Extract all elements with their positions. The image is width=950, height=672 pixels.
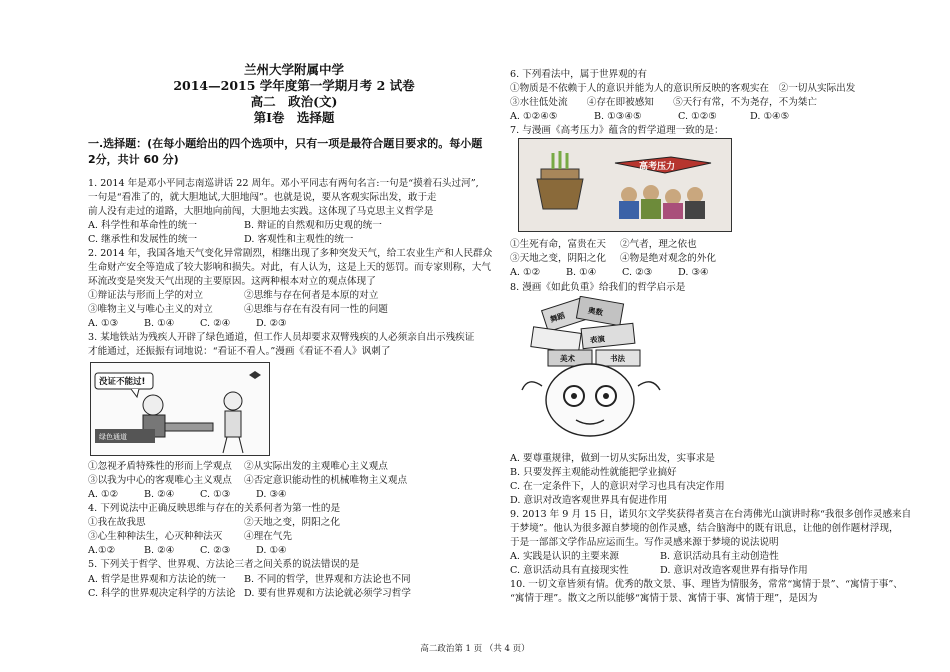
q1-option-a[interactable]: A. 科学性和革命性的统一 (88, 220, 197, 231)
q2-choice-d[interactable]: D. ②③ (256, 318, 287, 329)
q5-option-a[interactable]: A. 哲学是世界观和方法论的统一 (88, 574, 226, 585)
q3-statement: ①忽视矛盾特殊性的形而上学观点 (88, 461, 232, 472)
q4-choice-d[interactable]: D. ①④ (256, 545, 287, 556)
q3-choice-c[interactable]: C. ①③ (200, 489, 231, 500)
q5-line: 5. 下列关于哲学、世界观、方法论三者之间关系的说法错误的是 (88, 559, 360, 570)
cartoon-title-text: 高考压力 (639, 162, 676, 172)
q7-line: 7. 与漫画《高考压力》蕴含的哲学道理一致的是： (510, 125, 724, 136)
q8-option-a[interactable]: A. 要尊重规律，做到一切从实际出发，实事求是 (510, 453, 715, 464)
q3-statement: ②从实际出发的主观唯心主义观点 (244, 461, 388, 472)
q1-option-b[interactable]: B. 辩证的自然观和历史观的统一 (244, 220, 382, 231)
q5-option-b[interactable]: B. 不同的哲学，世界观和方法论也不同 (244, 574, 411, 585)
q7-statement: ④物是绝对观念的外化 (620, 253, 716, 264)
cartoon-green-channel-label: 绿色通道 (99, 433, 127, 441)
q2-line: 生命财产安全等造成了较大影响和损失。对此，有人认为，这是上天的惩罚。而专家则称，大气 (88, 262, 491, 273)
cartoon-burden (518, 296, 668, 446)
q4-choice-a[interactable]: A.①② (88, 545, 116, 556)
school-name: 兰州大学附属中学 (243, 62, 344, 77)
q9-line: 于是一部部文学作品应运而生。写作灵感来源于梦境的说法说明 (510, 537, 779, 548)
q1-option-d[interactable]: D. 客观性和主观性的统一 (244, 234, 354, 245)
q4-statement: ②天地之变，阴阳之化 (244, 517, 340, 528)
q9-option-a[interactable]: A. 实践是认识的主要来源 (510, 551, 619, 562)
q2-statement: ③唯物主义与唯心主义的对立 (88, 304, 213, 315)
q7-choice-c[interactable]: C. ②③ (622, 267, 653, 278)
q10-line: 10. 一切文章皆须有情。优秀的散文景、事、理皆为情服务，常常“寓情于景”、“寓情于事”、 (510, 579, 903, 590)
burden-word: 奥数 (587, 305, 604, 318)
q1-line: 前人没有走过的道路，大胆地向前闯，大胆地去实践。这体现了马克思主义哲学是 (88, 206, 434, 217)
q2-choice-c[interactable]: C. ②④ (200, 318, 231, 329)
burden-word: 表演 (589, 334, 606, 345)
q6-line: 6. 下列看法中，属于世界观的有 (510, 69, 647, 80)
q2-statement: ②思维与存在何者是本原的对立 (244, 290, 379, 301)
q1-line: 一句是“看准了的，就大胆地试,大胆地闯”。也就是说，要从客观实际出发，敢于走 (88, 192, 437, 203)
q8-option-d[interactable]: D. 意识对改造客观世界具有促进作用 (510, 495, 668, 506)
q3-statement: ④否定意识能动性的机械唯物主义观点 (244, 475, 408, 486)
q9-option-d[interactable]: D. 意识对改造客观世界有指导作用 (660, 565, 808, 576)
q7-statement: ③天地之变，阴阳之化 (510, 253, 606, 264)
q3-choice-a[interactable]: A. ①② (88, 489, 119, 500)
burden-word: 美术 (560, 354, 575, 363)
page-footer: 高二政治第 1 页 （共 4 页） (420, 644, 530, 654)
q6-statement: ③水往低处流 ④存在即被感知 ⑤天行有常，不为尧存，不为桀亡 (510, 97, 817, 108)
q6-statement: ①物质是不依赖于人的意识并能为人的意识所反映的客观实在 ②一切从实际出发 (510, 83, 856, 94)
q2-choice-a[interactable]: A. ①③ (88, 318, 119, 329)
q7-choice-a[interactable]: A. ①② (510, 267, 541, 278)
q4-statement: ①我在故我思 (88, 517, 146, 528)
q3-statement: ③以我为中心的客观唯心主义观点 (88, 475, 232, 486)
q1-option-c[interactable]: C. 继承性和发展性的统一 (88, 234, 198, 245)
q1-line: 1. 2014 年是邓小平同志南巡讲话 22 周年。邓小平同志有两句名言:一句是“摸着石头过河”, (88, 178, 479, 189)
q9-line: 9. 2013 年 9 月 15 日，诺贝尔文学奖获得者莫言在台湾佛光山演讲时称“我很多创作灵感来自 (510, 509, 912, 520)
q6-choice-a[interactable]: A. ①②④⑤ (510, 111, 558, 122)
cartoon-kan-zheng (90, 362, 270, 456)
q8-option-c[interactable]: C. 在一定条件下，人的意识对学习也具有决定作用 (510, 481, 725, 492)
q2-statement: ④思维与存在有没有同一性的问题 (244, 304, 388, 315)
q7-statement: ①生死有命，富贵在天 (510, 239, 606, 250)
q3-choice-d[interactable]: D. ③④ (256, 489, 287, 500)
q6-choice-d[interactable]: D. ①④⑤ (750, 111, 790, 122)
q7-statement: ②气者，理之依也 (620, 239, 697, 250)
q8-option-b[interactable]: B. 只要发挥主观能动性就能把学业搞好 (510, 467, 677, 478)
q2-choice-b[interactable]: B. ①④ (144, 318, 175, 329)
section-title-line2: 2分，共计 60 分) (88, 153, 179, 166)
q4-choice-b[interactable]: B. ②④ (144, 545, 175, 556)
q5-option-c[interactable]: C. 科学的世界观决定科学的方法论 (88, 588, 236, 599)
section-title-line1: 一.选择题：(在每小题给出的四个选项中，只有一项是最符合题目要求的。每小题 (88, 137, 483, 150)
q4-statement: ③心生种种法生，心灭种种法灭 (88, 531, 223, 542)
cartoon-gaokao-drawing (519, 139, 731, 231)
q4-choice-c[interactable]: C. ②③ (200, 545, 231, 556)
q2-statement: ①辩证法与形而上学的对立 (88, 290, 204, 301)
q6-choice-c[interactable]: C. ①②⑤ (678, 111, 717, 122)
q3-line: 才能通过，还振振有词地说：“看证不看人。”漫画《看证不看人》讽刺了 (88, 346, 391, 357)
q9-line: 于梦境”。他认为很多源自梦境的创作灵感，结合脑海中的既有讯息，让他的创作题材浮现， (510, 523, 899, 534)
burden-word: 书法 (610, 354, 625, 363)
burden-word: 舞蹈 (548, 310, 567, 325)
q3-line: 3. 某地铁站为残疾人开辟了绿色通道，但工作人员却要求双臂残疾的人必须亲自出示残疾证 (88, 332, 475, 343)
cartoon-speech: 没证不能过! (99, 377, 146, 387)
q2-line: 环流改变是突发天气出现的主要原因。这两种根本对立的观点体现了 (88, 276, 376, 287)
subject-title: 高二 政治(文) (250, 94, 338, 109)
q10-line: “寓情于理”。散文之所以能够“寓情于景、寓情于事、寓情于理”，是因为 (510, 593, 818, 604)
q4-statement: ④理在气先 (244, 531, 292, 542)
q8-line: 8. 漫画《如此负重》给我们的哲学启示是 (510, 282, 686, 293)
q2-line: 2. 2014 年，我国各地天气变化异常剧烈，相继出现了多种突发天气，给工农业生产和人民群众 (88, 248, 493, 259)
q9-option-b[interactable]: B. 意识活动具有主动创造性 (660, 551, 779, 562)
q9-option-c[interactable]: C. 意识活动具有直接现实性 (510, 565, 629, 576)
cartoon-burden-drawing (518, 296, 668, 446)
q5-option-d[interactable]: D. 要有世界观和方法论就必须学习哲学 (244, 588, 411, 599)
q4-line: 4. 下列说法中正确反映思维与存在的关系何者为第一性的是 (88, 503, 341, 514)
volume-title: 第Ⅰ卷 选择题 (253, 110, 335, 125)
q6-choice-b[interactable]: B. ①③④⑤ (594, 111, 642, 122)
exam-title: 2014—2015 学年度第一学期月考 2 试卷 (173, 78, 415, 93)
q7-choice-b[interactable]: B. ①④ (566, 267, 597, 278)
q7-choice-d[interactable]: D. ③④ (678, 267, 709, 278)
q3-choice-b[interactable]: B. ②④ (144, 489, 175, 500)
cartoon-gaokao-pressure (518, 138, 732, 232)
